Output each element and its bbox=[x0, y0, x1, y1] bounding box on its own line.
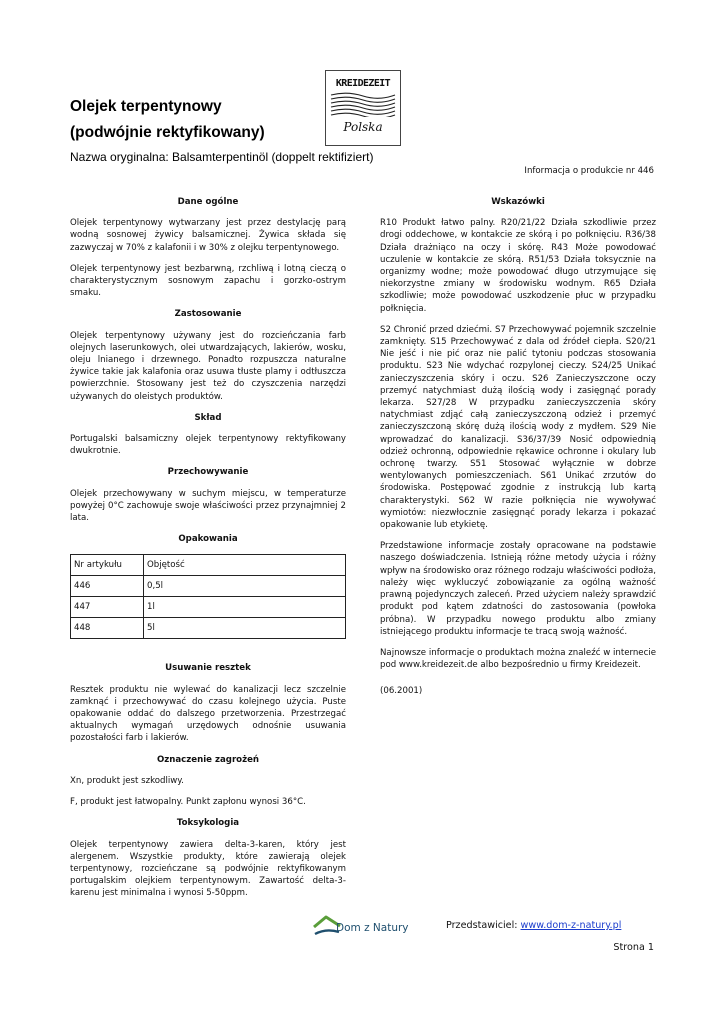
heading-toxicology: Toksykologia bbox=[176, 818, 240, 829]
table-cell-article: 446 bbox=[71, 576, 144, 597]
heading-general: Dane ogólne bbox=[177, 197, 239, 207]
document-date: (06.2001) bbox=[380, 686, 423, 697]
table-header-row bbox=[71, 555, 346, 576]
representative bbox=[446, 920, 621, 931]
representative-label: Przedstawiciel: bbox=[446, 920, 521, 931]
heading-disposal: Usuwanie resztek bbox=[165, 663, 251, 674]
page-number: Strona 1 bbox=[613, 942, 654, 953]
storage-paragraph: Olejek przechowywany w suchym miejscu, w temperaturze powyżej 0°C zachowuje swoje właściwości przez przynajmniej 2 lata. bbox=[70, 488, 346, 524]
table-row bbox=[71, 597, 346, 618]
tips-latest-info: Najnowsze informacje o produktach można znaleźć w internecie pod www.kreidezeit.de albo bezpośrednio u firmy Kreidezeit. bbox=[380, 647, 656, 671]
tips-s-phrases: S2 Chronić przed dziećmi. S7 Przechowywać pojemnik szczelnie zamknięty. S15 Przechowywać z dala od źródeł ciepła. S20/21 Nie jeść i nie pić oraz nie palić tytoniu podczas stosowania produktu. S23 Nie wdychać rozpylonej cieczy. S24/25 Unikać zanieczyszczenia skóry i oczu. S26 Zanieczyszczone oczy przemyć natychmiast dużą ilością wody i zasięgnąć porady lekarza. S27/28 W przypadku zanieczyszczenia skóry natychmiast zdjąć całą zanieczyszczoną odzież i przemyć zanieczyszczoną skórę dużą ilością wody z mydłem. S29 Nie wprowadzać do kanalizacji. S36/37/39 Nosić odpowiednią odzież ochronną, odpowiednie rękawice ochronne i okulary lub ochronę twarzy. S51 Stosować wyłącznie w dobrze wentylowanych pomieszczeniach. S61 Unikać zrzutów do środowiska. Postępować zgodnie z instrukcją lub kartą charakterystyki. S62 W razie połknięcia nie wywoływać wymiotów: niezwłocznie zasięgnąć porady lekarza i pokazać opakowanie lub etykietę. bbox=[380, 324, 656, 531]
hazard-paragraph-2: F, produkt jest łatwopalny. Punkt zapłonu wynosi 36°C. bbox=[70, 797, 306, 808]
usage-paragraph: Olejek terpentynowy używany jest do rozcieńczania farb olejnych laserunkowych, olei utwardzających, lakierów, wosku, oleju lnianego i drzewnego. Ponadto rozpuszcza naturalne żywice takie jak kalafonia oraz usuwa tłuste plamy i odtłuszcza powierzchnie. Stosowany jest też do czyszczenia narzędzi używanych do oleistych produktów. bbox=[70, 330, 346, 402]
heading-composition: Skład bbox=[194, 412, 222, 423]
title-line-2: (podwójnie rektyfikowany) bbox=[70, 124, 265, 141]
representative-link[interactable]: www.dom-z-natury.pl bbox=[520, 920, 622, 931]
table-cell-volume: 0,5l bbox=[144, 576, 346, 597]
right-column bbox=[380, 196, 656, 707]
heading-packaging: Opakowania bbox=[178, 534, 238, 545]
product-info-number: Informacja o produkcie nr 446 bbox=[524, 166, 654, 176]
original-name: Nazwa oryginalna: Balsamterpentinöl (doppelt rektifiziert) bbox=[70, 150, 374, 164]
footer-logo-text: Dom z Natury bbox=[336, 922, 409, 934]
hazard-paragraph-1: Xn, produkt jest szkodliwy. bbox=[70, 775, 184, 786]
toxicology-paragraph: Olejek terpentynowy zawiera delta-3-karen, który jest alergenem. Wszystkie produkty, które zawierają olejek terpentynowy, rozcieńczane są podwójnie rektyfikowanym portugalskim olejkiem terpentynowym. Zawartość delta-3-karenu jest minimalna i wynosi 5-50ppm. bbox=[70, 839, 346, 899]
dom-z-natury-logo bbox=[312, 914, 416, 940]
logo-country-text: Polska bbox=[343, 120, 383, 134]
table-row bbox=[71, 618, 346, 639]
logo-brand-text: KREIDEZEIT bbox=[335, 78, 391, 89]
table-row bbox=[71, 576, 346, 597]
packaging-table bbox=[70, 554, 346, 639]
heading-usage: Zastosowanie bbox=[174, 309, 242, 320]
heading-hazard: Oznaczenie zagrożeń bbox=[156, 754, 260, 765]
table-cell-volume: 1l bbox=[144, 597, 346, 618]
table-cell-article: 447 bbox=[71, 597, 144, 618]
tips-r-phrases: R10 Produkt łatwo palny. R20/21/22 Działa szkodliwie przez drogi oddechowe, w kontakcie ze skórą i po połknięciu. R36/38 Działa drażniąco na oczy i skórę. R43 Może powodować uczulenie w kontakcie ze skórą. R51/53 Działa toksycznie na organizmy wodne; może powodować długo utrzymujące się niekorzystne zmiany w środowisku wodnym. R65 Działa szkodliwie; może powodować uszkodzenie płuc w przypadku połknięcia. bbox=[380, 218, 656, 314]
logo-waves-icon bbox=[329, 89, 397, 117]
general-paragraph-1: Olejek terpentynowy wytwarzany jest przez destylację parą wodną sosnowej żywicy balsamicznej. Żywica składa się zazwyczaj w 70% z kalafonii i w 30% z olejku terpentynowego. bbox=[70, 218, 346, 253]
heading-storage: Przechowywanie bbox=[167, 467, 249, 478]
left-column bbox=[70, 196, 346, 909]
table-cell-article: 448 bbox=[71, 618, 144, 639]
heading-tips: Wskazówki bbox=[491, 197, 545, 207]
table-header-article: Nr artykułu bbox=[71, 555, 144, 576]
kreidezeit-logo bbox=[325, 70, 401, 146]
table-header-volume: Objętość bbox=[144, 555, 346, 576]
title-line-1: Olejek terpentynowy bbox=[70, 98, 222, 115]
general-paragraph-2: Olejek terpentynowy jest bezbarwną, rzchliwą i lotną cieczą o charakterystycznym sosnowym zapachu i gorzko-ostrym smaku. bbox=[70, 263, 346, 299]
table-cell-volume: 5l bbox=[144, 618, 346, 639]
composition-paragraph: Portugalski balsamiczny olejek terpentynowy rektyfikowany dwukrotnie. bbox=[70, 434, 346, 457]
disposal-paragraph: Resztek produktu nie wylewać do kanalizacji lecz szczelnie zamknąć i przechowywać do czasu kolejnego użycia. Puste opakowanie oddać do dalszego przetworzenia. Przestrzegać aktualnych wymagań urzędowych odnośnie usuwania pozostałości farb i lakierów. bbox=[70, 684, 346, 744]
tips-disclaimer: Przedstawione informacje zostały opracowane na podstawie naszego doświadczenia. Istnieją różne metody użycia i różny wpływ na środowisko oraz różnego rodzaju właściwości podłoża, należy więc wykluczyć zobowiązanie za ogólną ważność prawną pojedynczych zaleceń. Przed użyciem należy sprawdzić produkt pod kątem zdatności do zastosowania (powłoka próbna). W przypadku nowego produktu albo zmiany istniejącego produktu informacje te tracą swoją ważność. bbox=[380, 541, 656, 637]
